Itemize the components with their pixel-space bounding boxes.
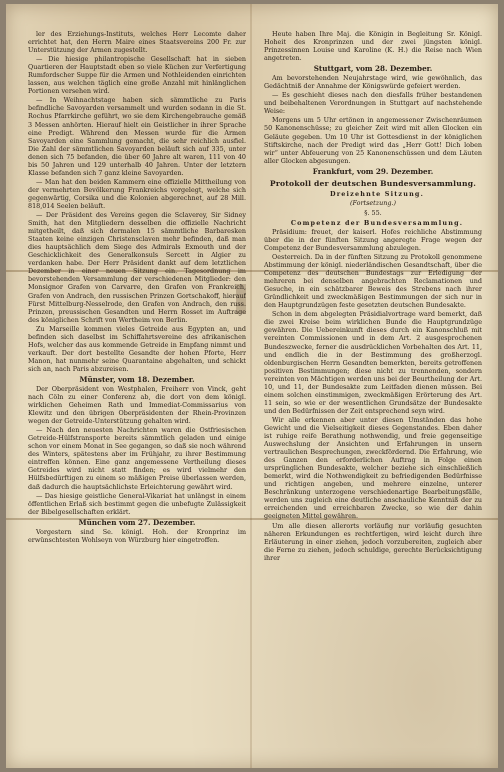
right-column [264,30,482,750]
paragraph: — Man hat den beiden Kammern eine offizielle Mittheilung von der vermehrten Bevölkerung Frankreichs vorgelegt, welche sich gegenwärtig, Corsika und die Kolonien abgerechnet, auf 28 Mill. 818,014 Seelen beläuft. [28,177,246,210]
paragraph: Präsidium: freuet, der kaiserl. Hofes reichliche Abstimmung über die in der fünften Sitzung angeregte Frage wegen der Competenz der Bundesversammlung abzulegen. [264,227,482,252]
paragraph: Am bevorstehenden Neujahrstage wird, wie gewöhnlich, das Gedächtniß der Annahme der Königswürde gefeiert werden. [264,74,482,91]
dateline: Stuttgart, vom 28. Dezember. [313,64,433,74]
paragraph: — Das hiesige geistliche General-Vikariat hat unlängst in einem öffentlichen Erlaß sich bestimmt gegen die unbefugte Zulässigkeit der Bibelgesellschaften erklärt. [28,491,246,516]
newspaper-page [6,4,498,768]
paragraph: — Der Präsident des Vereins gegen die Sclaverey, Sir Sidney Smith, hat den Mitgliedern desselben die offizielle Nachricht mitgetheilt, daß sich dermalen 15 sämmtliche Barbaresken Staaten keine einzigen Christensclaven mehr befinden, daß man dies hauptsächlich dem Siege des Admirals Exmouth und der Geschicklichkeit des Generalkonsuls Sercett in Algier zu verdanken habe. Der Herr Präsident dankt auf dem letztlichen Dezember in einer neuen Sitzung ein. Tagesordnung im bevorstehenden Versammlung der verschiedenen Mitglieder: den Monsignor Grafen von Carvarre, den Grafen von Frankreich, Grafen von Andrach, den russischen Prinzen Gortschakoff, hierauf Fürst Mittelburg-Nesselrode, den Grafen von Andrach, den russ. Prinzen, preussischen Gesandten und Herrn Rosset im Auftrage des königlichen Schrift von Wertheim von Berlin. [28,211,246,324]
center-gutter [250,4,252,768]
paragraph: Schon in dem abgelegten Präsidialvortrage ward bemerkt, daß die zwei Kreise beim wirklichen Bunde die Hauptgrundzüge gewähren. Die Uebereinkunft dieses durch ein Kanonschluß mit vereinten Commissionen und in dem Art. 2 ausgesprochenen Bundeszwecke, ferner die ausdrücklichen Vorbehalten des Art. 11, und endlich die in der Bestimmung des großherzogl. oldenburgischen Herrn Gesandten bemerkten, bereits getroffenen positiven Bestimmungen; diese nicht zu trennenden, sondern vereinten von Mächtigen werden uns bei der Beurtheilung der Art. 10, und 11, der Bundesakte zum Leitfaden dienen müssen. Bei einem solchen einstimmigen, zweckmäßigen Erörterung des Art. 11 sein, so wie er der wesentlichen Grundsätze der Bundesakte und den Bedürfnissen der Zeit entsprechend seyn wird. [264,310,482,415]
paragraph: — Die hiesige philantropische Gesellschaft hat in sieben Quartieren der Hauptstadt eben so viele Küchen zur Verfertigung Rumfordscher Suppe für die Armen und Nothleidenden einrichten lassen, aus welchen täglich eine große Anzahl mit hinlänglichen Portionen versehen wird. [28,55,246,96]
session-title: Dreizehnte Sitzung. [329,189,425,198]
paragraph: — Es geschieht dieses nach den diesfalls früher bestandenen und beibehaltenen Verordnungen in Stuttgart auf nachstehende Weise: [264,91,482,116]
paragraph: ler des Erziehungs-Instituts, welches Herr Lecomte daher errichtet hat, den Herrn Maire eines Staatsvereins 200 Fr. zur Unterstützung der Armen zugestellt. [28,30,246,55]
dateline: Münster, vom 18. Dezember. [79,374,195,384]
section-title: Competenz der Bundesversammlung. [290,218,464,227]
paragraph: Oesterreich. Da in der fünften Sitzung zu Protokoll genommene Abstimmung der königl. niederländischen Gesandtschaft, über die Competenz des deutschen Bundestags zur Erledigung der mehreren bei denselben angebrachten Reclamationen und Gesuche, in ein schätzbarer Beweis des Strebens nach ihrer Gründlichkeit und zweckmäßigen Bestimmungen der sich nur in den Hauptgrundzügen feste gesetzten deutschen Bundesakte. [264,252,482,310]
paragraph: Vorgestern sind Se. königl. Hoh. der Kronprinz im erwünschtesten Wohlseyn von Würzburg hier eingetroffen. [28,527,246,544]
dateline: Frankfurt, vom 29. Dezember. [312,166,434,176]
section-heading: Protokoll der deutschen Bundesversammlung. [269,178,477,188]
paragraph: Der Oberpräsident von Westphalen, Freiherr von Vinck, geht nach Cöln zu einer Conferenz ab, die dort von dem königl. wirklichen Geheimen Rath und Immediat-Commissarius von Klewitz und den übrigen Oberpräsidenten der Rhein-Provinzen wegen der Getreide-Unterstützung gehalten wird. [28,384,246,426]
section-number: §. 55. [364,208,382,217]
paragraph: Wir alle erkennen aber unter diesen Umständen das hohe Gewicht und die Vielseitigkeit dieses Gegenstandes. Eben daher ist ruhige reife Berathung nothwendig, und freie gegenseitige Auswechslung der Ansichten und Erfahrungen in unsern vertraulichen Besprechungen, zweckfördernd. Die Erfahrung, wie des Ganzen den erforderlichen Auftrag in Folge einen ursprünglichen Bundesakte, welcher beziehe sich einschließlich bemerkt, wird die Nothwendigkeit zu befriedigenden Bedürfnisse und richtigen angeben, und mehrere einzelne, unterer Beschränkung unterzogene verschiedenartige Bearbeitungsfälle, werden uns zugleich eine deutliche anschauliche Kenntniß der zu erreichenden und erreichbaren Zwecke, so wie der dahin geeigneten Mittel gewähren. [264,415,482,521]
paragraph: Zu Marseille kommen vieles Getreide aus Egypten an, und befinden sich daselbst im Schiffahrtsvereine des afrikanischen Hofs, welcher das aus kommende Getreide in Empfang nimmt und verkauft. Der dort bestellte Gesandte der hohen Pforte, Herr Manon, hat nunmehr seine Quarantaine abgehalten, und schickt sich an, nach Paris abzureisen. [28,324,246,373]
dateline: München vom 27. Dezember. [78,517,196,527]
continuation-note: (Fortsetzung.) [350,198,396,207]
left-column [28,30,246,750]
paragraph: — Nach den neuesten Nachrichten waren die Ostfriesischen Getreide-Hülfstransporte bereits sämmtlich geladen und einige schon vor einem Monat in See gegangen, so daß sie noch während des Winters, spätestens aber im Frühjahr, zu ihrer Bestimmung eintreffen können. Eine ganz angemessene Vertheilung dieses Getreides wird nicht statt finden; es wird vielmehr den Hülfsbedürftigen zu einem so mäßigen Preise überlassen werden, daß dadurch die hauptsächlichste Erleichterung gewährt wird. [28,426,246,491]
paragraph: Um alle diesen allerorts vorläufig nur vorläufig gesuchten näheren Erkundungen es rechtfertigen, wird leicht durch ihre Erläuterung in einer ziehen, jedoch vorzubereiten, zugleich aber die Ferne zu ziehen, jedoch schuldige, gerechte Berücksichtigung ihrer [264,521,482,562]
paragraph: — In Weihnachtstage haben sich sämmtliche zu Paris befindliche Savoyarden versammelt und wurden sodann in die St. Rochus Pfarrkirche geführt, wo sie dem Kirchengebrauche gemäß 3 Messen anhörten. Hierauf hielt ein Geistlicher in ihrer Sprache eine Predigt. Während den Messen wurde für die Armen Savoyarden eine Sammlung gemacht, die sehr reichlich ausfiel. Die Zahl der sämmtlichen Savoyarden beläuft sich auf 335, unter denen sich 75 befanden, die über 60 Jahre alt waren, 111 von 40 bis 50 Jahren und 129 unterhalb 40 Jahren. Unter der letztern Klasse befanden sich 7 ganz kleine Savoyarden. [28,96,246,177]
paragraph: Heute haben Ihre Maj. die Königin in Begleitung Sr. Königl. Hoheit des Kronprinzen und der zwei jüngsten königl. Prinzessinnen Louise und Karoline (K. H.) die Reise nach Wien angetreten. [264,30,482,63]
paragraph: Morgens um 5 Uhr ertönen in angemessener Zwischenräumen 50 Kanonenschüsse; zu gleicher Zeit wird mit allen Glocken ein Geläute gegeben. Um 10 Uhr ist Gottesdienst in der königlichen Stiftskirche, nach der Predigt wird das „Herr Gott! Dich loben wir“ unter Abfeuerung von 25 Kanonenschüssen und dem Läuten aller Glocken abgesungen. [264,116,482,165]
